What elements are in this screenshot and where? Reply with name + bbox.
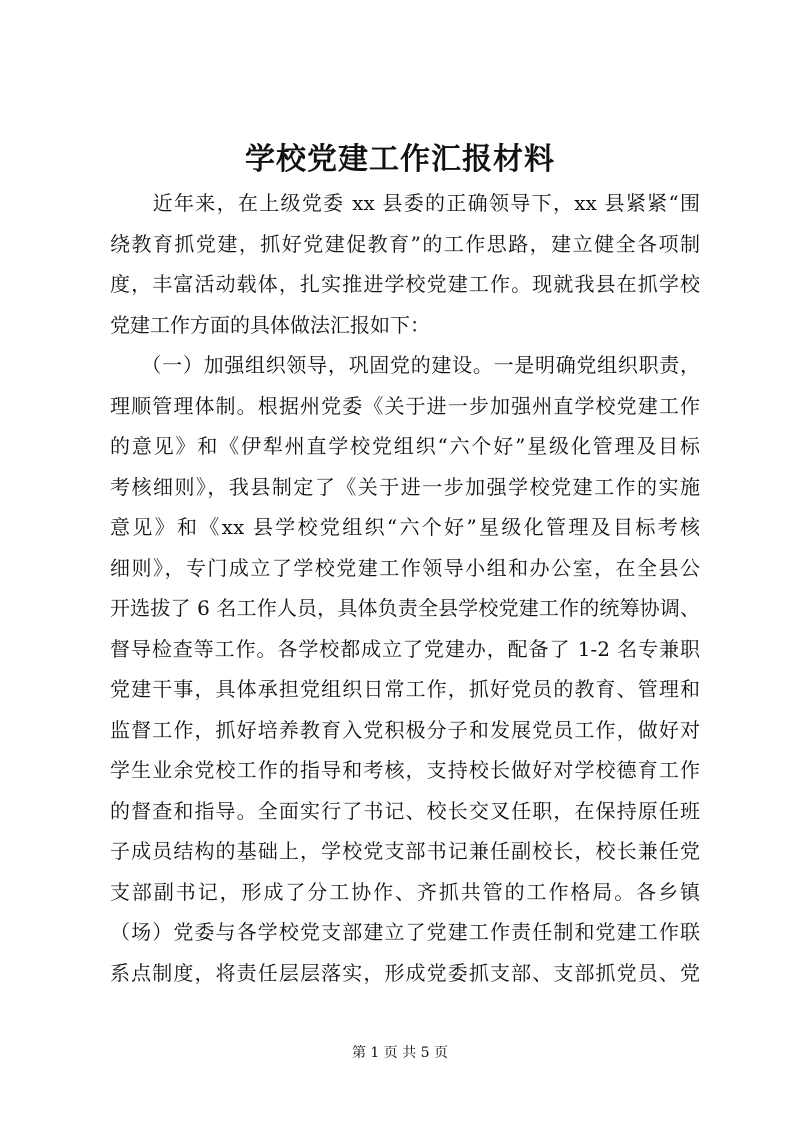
- body-line: （一）加强组织领导，巩固党的建设。一是明确党组织职责，: [110, 353, 700, 377]
- body-line: 考核细则》，我县制定了《关于进一步加强学校党建工作的实施: [110, 474, 700, 499]
- body-line: 近年来，在上级党委 xx 县委的正确领导下，xx 县紧紧“围: [110, 191, 700, 215]
- body-line: 度，丰富活动载体，扎实推进学校党建工作。现就我县在抓学校: [110, 272, 700, 296]
- body-line: 绕教育抓党建，抓好党建促教育”的工作思路，建立健全各项制: [110, 231, 700, 256]
- body-line: 子成员结构的基础上，学校党支部书记兼任副校长，校长兼任党: [110, 839, 700, 863]
- body-line: 的意见》和《伊犁州直学校党组织“六个好”星级化管理及目标: [110, 434, 700, 458]
- body-line: 监督工作，抓好培养教育入党积极分子和发展党员工作，做好对: [110, 717, 700, 742]
- body-line: 的督查和指导。全面实行了书记、校长交叉任职，在保持原任班: [110, 798, 700, 823]
- body-line: 支部副书记，形成了分工协作、齐抓共管的工作格局。各乡镇: [110, 879, 700, 904]
- body-line: 督导检查等工作。各学校都成立了党建办，配备了 1-2 名专兼职: [110, 636, 700, 661]
- body-line: 党建工作方面的具体做法汇报如下：: [110, 312, 430, 337]
- body-line: （场）党委与各学校党支部建立了党建工作责任制和党建工作联: [110, 920, 700, 944]
- body-line: 系点制度，将责任层层落实，形成党委抓支部、支部抓党员、党: [110, 960, 700, 985]
- body-line: 开选拔了 6 名工作人员，具体负责全县学校党建工作的统筹协调、: [110, 596, 700, 620]
- body-line: 学生业余党校工作的指导和考核，支持校长做好对学校德育工作: [110, 758, 700, 782]
- page-footer: 第 1 页 共 5 页: [351, 1045, 449, 1061]
- body-line: 理顺管理体制。根据州党委《关于进一步加强州直学校党建工作: [110, 393, 700, 418]
- body-line: 意见》和《xx 县学校党组织“六个好”星级化管理及目标考核: [110, 515, 700, 539]
- body-line: 细则》，专门成立了学校党建工作领导小组和办公室，在全县公: [110, 555, 700, 580]
- document-title: 学校党建工作汇报材料: [245, 142, 555, 177]
- body-line: 党建干事，具体承担党组织日常工作，抓好党员的教育、管理和: [110, 677, 700, 701]
- document-body: [110, 183, 700, 993]
